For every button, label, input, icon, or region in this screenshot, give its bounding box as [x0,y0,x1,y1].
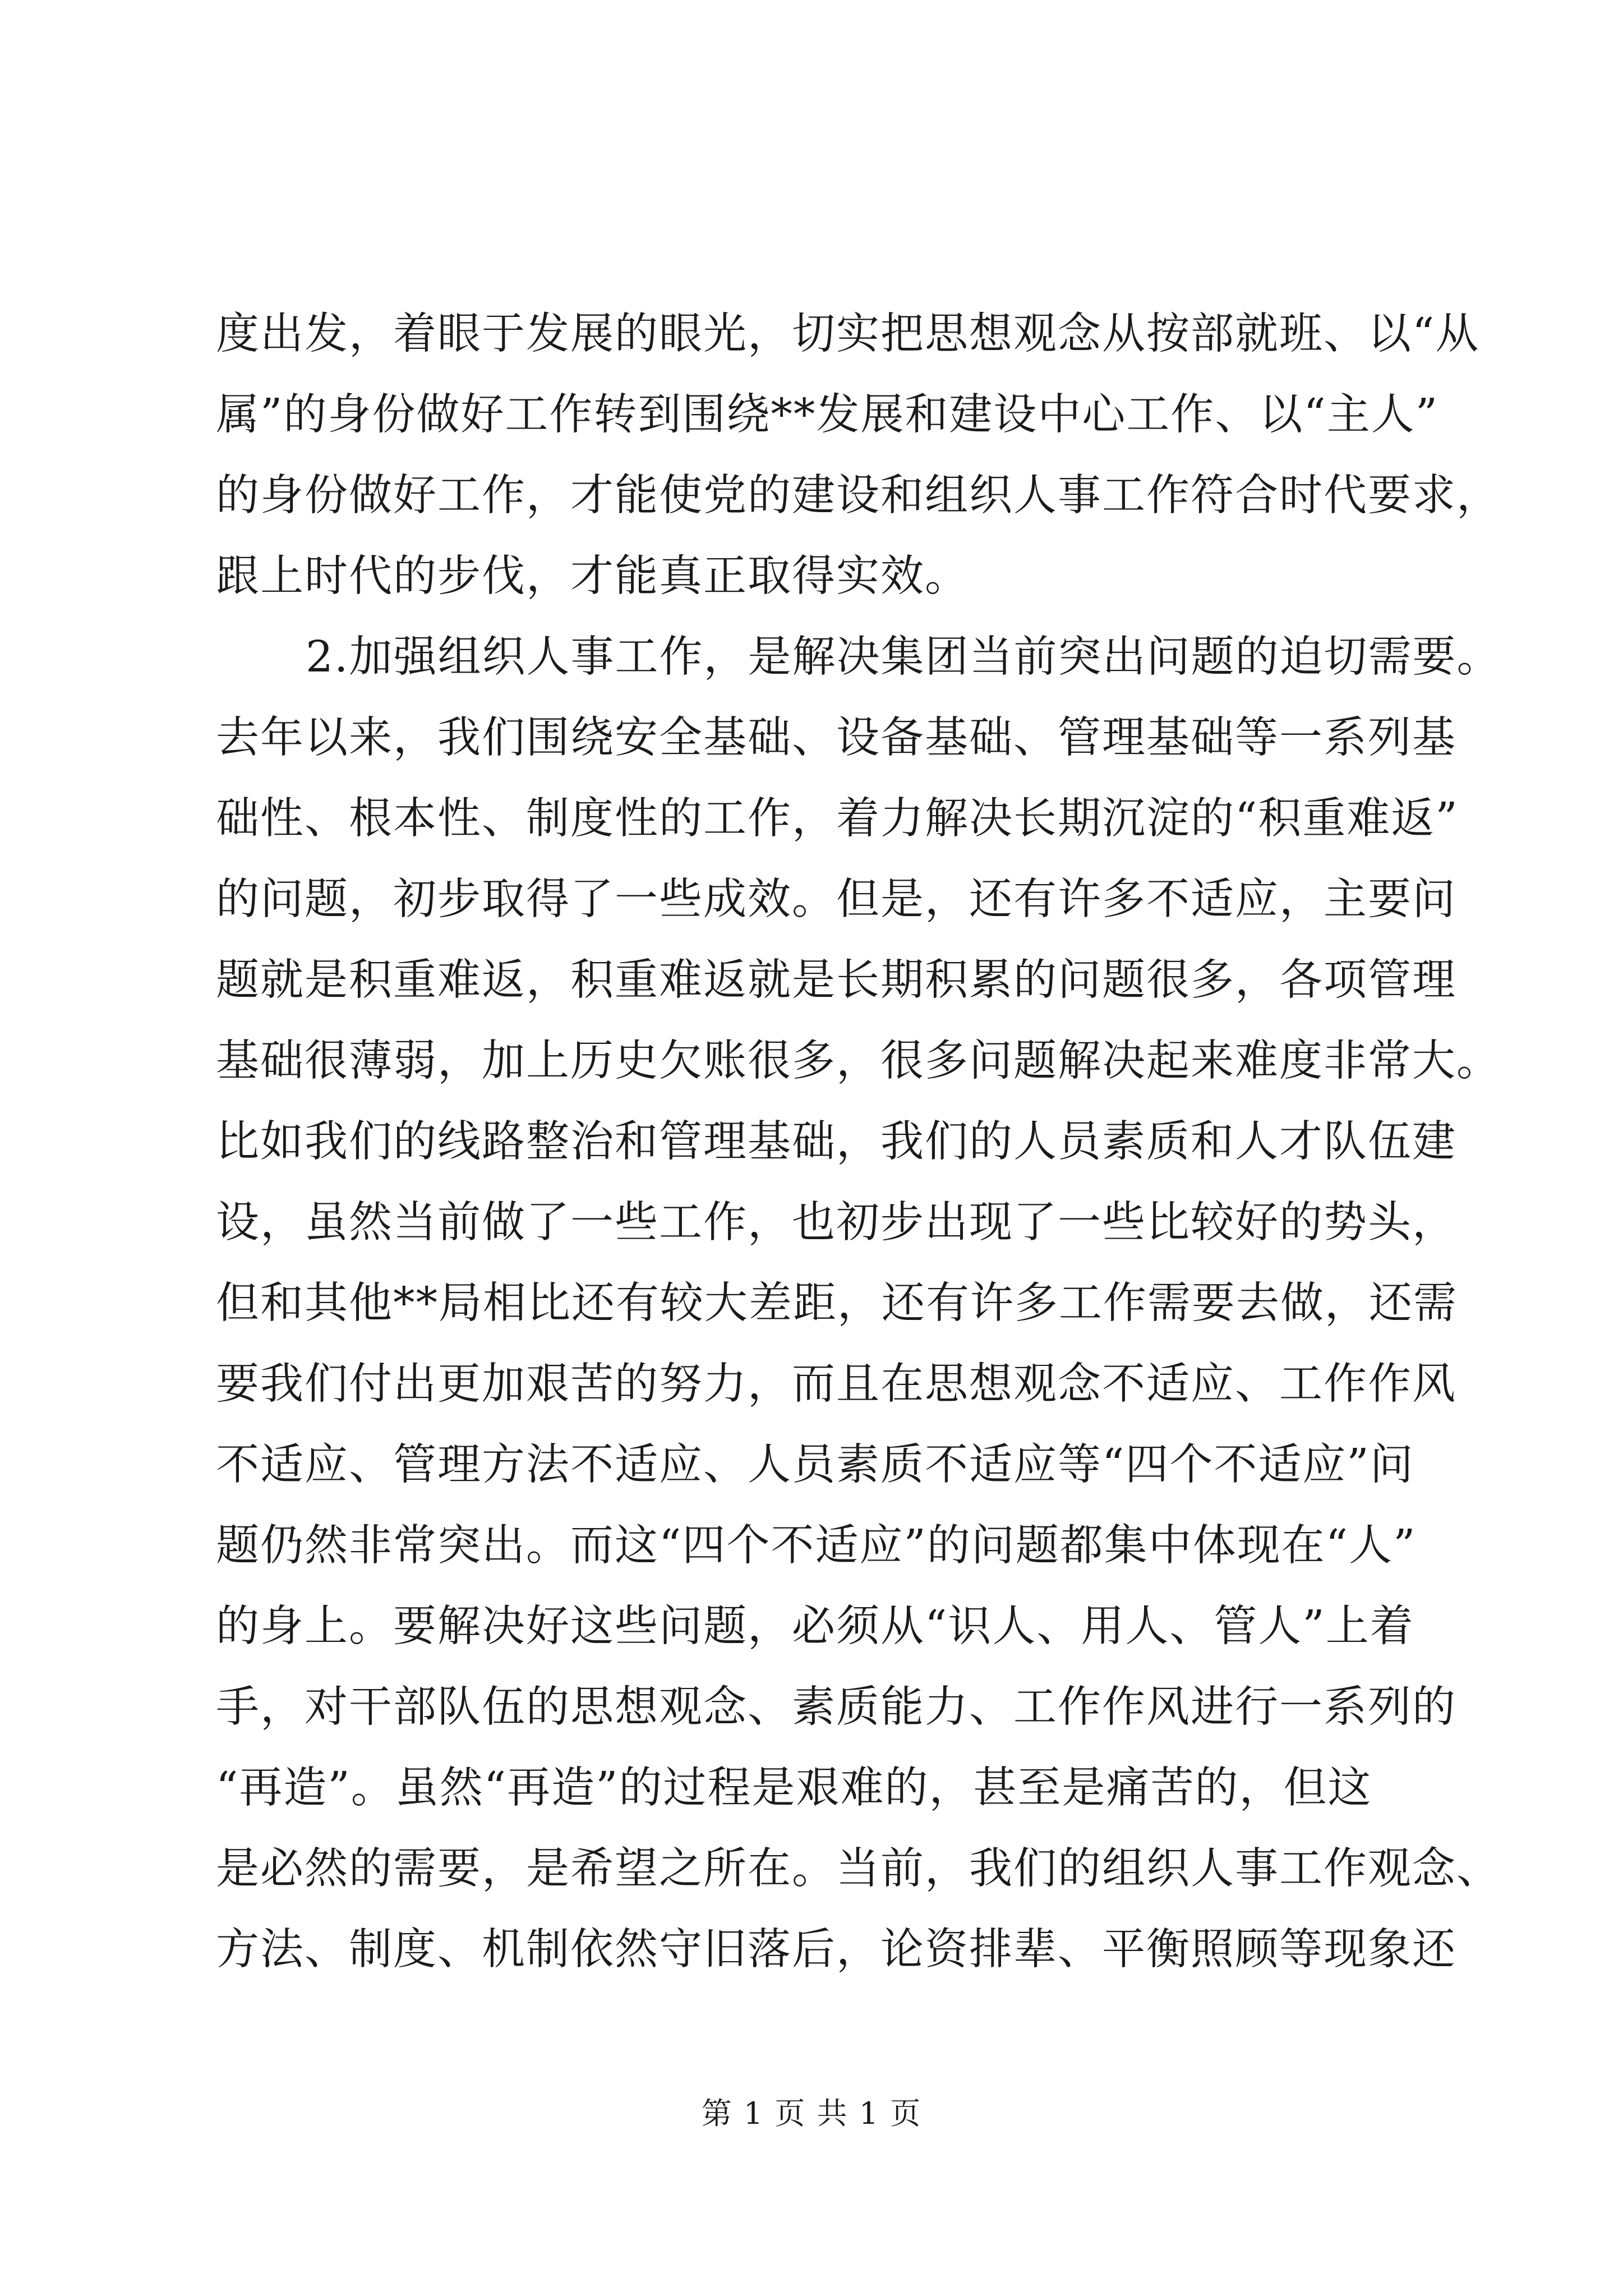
text-line: 比如我们的线路整治和管理基础，我们的人员素质和人才队伍建 [216,1117,1456,1167]
text-line: 是必然的需要，是希望之所在。当前，我们的组织人事工作观念、 [216,1844,1501,1894]
text-line: 去年以来，我们围绕安全基础、设备基础、管理基础等一系列基 [216,713,1456,763]
text-line: 要我们付出更加艰苦的努力，而且在思想观念不适应、工作作风 [216,1359,1456,1409]
text-line: 手，对干部队伍的思想观念、素质能力、工作作风进行一系列的 [216,1682,1456,1732]
text-line: 的身份做好工作，才能使党的建设和组织人事工作符合时代要求， [216,471,1501,521]
text-line: 设，虽然当前做了一些工作，也初步出现了一些比较好的势头， [216,1198,1456,1248]
text-line: 础性、根本性、制度性的工作，着力解决长期沉淀的“积重难返” [216,794,1459,844]
text-line: 基础很薄弱，加上历史欠账很多，很多问题解决起来难度非常大。 [216,1036,1501,1086]
text-line: 的问题，初步取得了一些成效。但是，还有许多不适应，主要问 [216,875,1456,924]
text-line: 但和其他**局相比还有较大差距，还有许多工作需要去做，还需 [216,1278,1458,1328]
text-line: 属”的身份做好工作转到围绕**发展和建设中心工作、以“主人” [216,390,1439,440]
page-number-footer: 第 1 页 共 1 页 [701,2096,922,2131]
text-line: 方法、制度、机制依然守旧落后，论资排辈、平衡照顾等现象还 [216,1925,1456,1975]
text-line: 不适应、管理方法不适应、人员素质不适应等“四个不适应”问 [216,1440,1414,1490]
text-line: 题仍然非常突出。而这“四个不适应”的问题都集中体现在“人” [216,1521,1417,1571]
text-line: 的身上。要解决好这些问题，必须从“识人、用人、管人”上着 [216,1602,1414,1651]
paragraph-start-line: 2.加强组织人事工作，是解决集团当前突出问题的迫切需要。 [306,632,1501,682]
document-body [216,294,1501,1990]
text-line: 度出发，着眼于发展的眼光，切实把思想观念从按部就班、以“从 [216,309,1480,359]
text-line: “再造”。虽然“再造”的过程是艰难的，甚至是痛苦的，但这 [216,1763,1372,1813]
text-line: 题就是积重难返，积重难返就是长期积累的问题很多，各项管理 [216,955,1456,1005]
text-line: 跟上时代的步伐，才能真正取得实效。 [216,551,969,601]
